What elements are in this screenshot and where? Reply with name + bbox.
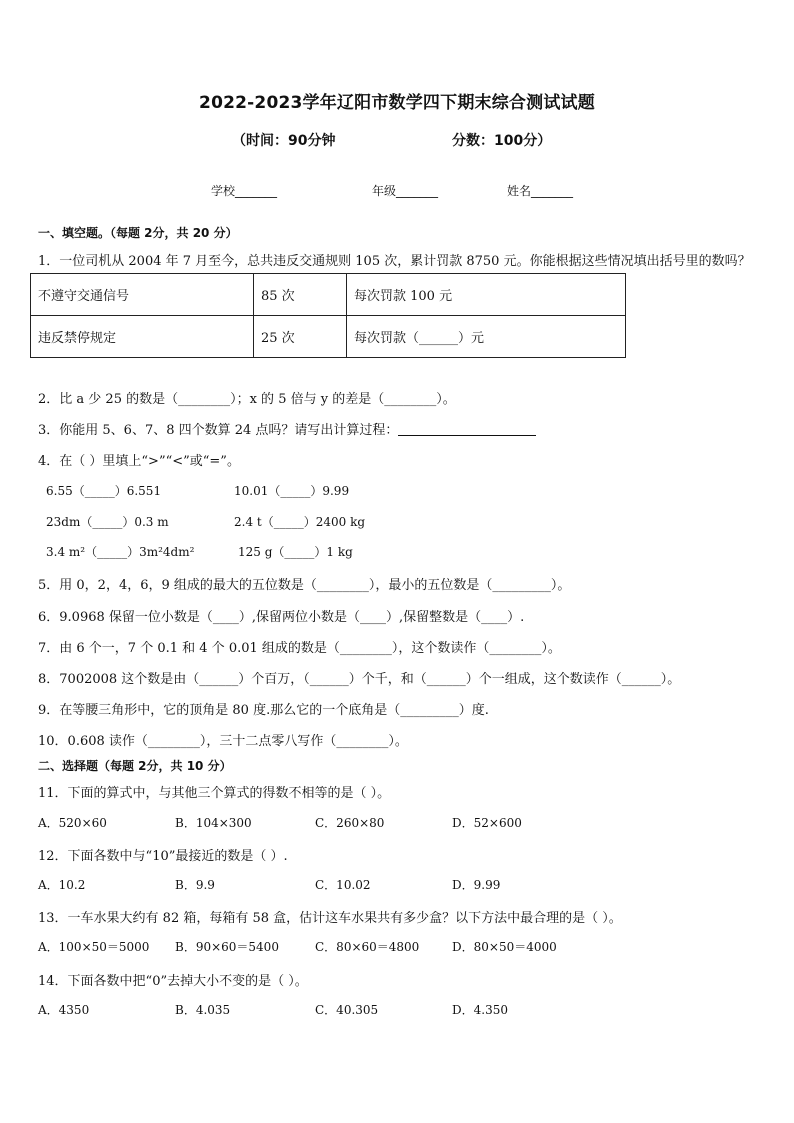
time-label: （时间：90分钟 bbox=[232, 133, 336, 149]
answer-line[interactable] bbox=[398, 423, 536, 436]
option-d[interactable]: D．9.99 bbox=[452, 878, 501, 892]
compare-item: 125 g（_____）1 kg bbox=[238, 545, 353, 559]
question-1: 1．一位司机从 2004 年 7 月至今，总共违反交通规则 105 次，累计罚款 8750 元。你能根据这些情况填出括号里的数吗？ bbox=[38, 254, 751, 269]
section-heading-fill-blank: 一、填空题。（每题 2分，共 20 分） bbox=[38, 226, 238, 240]
option-b[interactable]: B．104×300 bbox=[175, 816, 252, 830]
grade-field[interactable]: 年级_______ bbox=[372, 184, 439, 198]
question-11: 11．下面的算式中，与其他三个算式的得数不相等的是（ ）。 bbox=[38, 786, 391, 801]
question-6: 6．9.0968 保留一位小数是（____）,保留两位小数是（____）,保留整数是（____）. bbox=[38, 610, 525, 625]
question-5: 5．用 0，2，4，6，9 组成的最大的五位数是（________），最小的五位数是（_________）。 bbox=[38, 578, 571, 593]
penalty-table bbox=[30, 273, 626, 358]
compare-item: 3.4 m²（_____）3m²4dm² bbox=[46, 545, 195, 559]
question-9: 9．在等腰三角形中，它的顶角是 80 度.那么它的一个底角是（_________）度. bbox=[38, 703, 489, 718]
option-a[interactable]: A．520×60 bbox=[38, 816, 107, 830]
question-8: 8．7002008 这个数是由（______）个百万，（______）个千，和（______）个一组成，这个数读作（______）。 bbox=[38, 672, 681, 687]
option-d[interactable]: D．80×50＝4000 bbox=[452, 940, 557, 954]
option-d[interactable]: D．4.350 bbox=[452, 1003, 508, 1017]
option-b[interactable]: B．90×60＝5400 bbox=[175, 940, 279, 954]
question-13: 13．一车水果大约有 82 箱，每箱有 58 盒，估计这车水果共有多少盒？以下方法中最合理的是（ ）。 bbox=[38, 911, 622, 926]
option-b[interactable]: B．9.9 bbox=[175, 878, 215, 892]
table-cell: 25 次 bbox=[254, 316, 347, 358]
question-12: 12．下面各数中与“10”最接近的数是（ ）. bbox=[38, 849, 288, 864]
table-cell: 违反禁停规定 bbox=[31, 316, 254, 358]
table-cell: 每次罚款 100 元 bbox=[347, 274, 626, 316]
question-3 bbox=[38, 419, 536, 438]
option-d[interactable]: D．52×600 bbox=[452, 816, 522, 830]
option-c[interactable]: C．10.02 bbox=[315, 878, 371, 892]
option-c[interactable]: C．40.305 bbox=[315, 1003, 379, 1017]
score-label: 分数：100分） bbox=[452, 133, 552, 149]
option-a[interactable]: A．4350 bbox=[38, 1003, 90, 1017]
option-a[interactable]: A．100×50＝5000 bbox=[38, 940, 150, 954]
page-title: 2022-2023学年辽阳市数学四下期末综合测试试题 bbox=[199, 93, 595, 113]
school-field[interactable]: 学校_______ bbox=[211, 184, 278, 198]
question-14: 14．下面各数中把“0”去掉大小不变的是（ ）。 bbox=[38, 974, 308, 989]
option-a[interactable]: A．10.2 bbox=[38, 878, 86, 892]
table-cell: 85 次 bbox=[254, 274, 347, 316]
table-cell: 不遵守交通信号 bbox=[31, 274, 254, 316]
table-cell[interactable]: 每次罚款（______）元 bbox=[347, 316, 626, 358]
compare-item: 6.55（_____）6.551 bbox=[46, 484, 162, 498]
question-2: 2．比 a 少 25 的数是（________）；x 的 5 倍与 y 的差是（________）。 bbox=[38, 392, 456, 407]
question-10: 10．0.608 读作（________），三十二点零八写作（________）。 bbox=[38, 734, 408, 749]
option-c[interactable]: C．260×80 bbox=[315, 816, 385, 830]
compare-item: 23dm（_____）0.3 m bbox=[46, 515, 169, 529]
question-4: 4．在（ ）里填上“>”“<”或“=”。 bbox=[38, 454, 240, 469]
name-field[interactable]: 姓名_______ bbox=[507, 184, 574, 198]
compare-item: 2.4 t（_____）2400 kg bbox=[234, 515, 366, 529]
option-c[interactable]: C．80×60＝4800 bbox=[315, 940, 420, 954]
table-row bbox=[31, 274, 626, 316]
compare-item: 10.01（_____）9.99 bbox=[234, 484, 350, 498]
question-3-text: 3．你能用 5、6、7、8 四个数算 24 点吗？请写出计算过程： bbox=[38, 423, 399, 438]
section-heading-choice: 二、选择题（每题 2分，共 10 分） bbox=[38, 759, 232, 773]
table-row bbox=[31, 316, 626, 358]
question-7: 7．由 6 个一，7 个 0.1 和 4 个 0.01 组成的数是（________），这个数读作（________）。 bbox=[38, 641, 561, 656]
option-b[interactable]: B．4.035 bbox=[175, 1003, 231, 1017]
